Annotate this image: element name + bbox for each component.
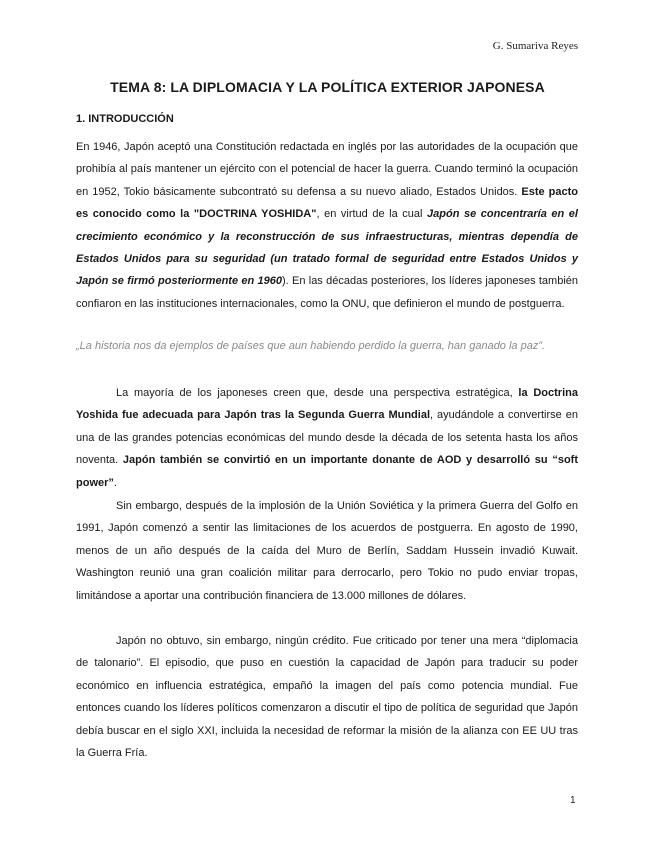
p1-bold-italic-japon: Japón se concentraría en el crecimiento económico y la reconstrucción de sus infraestructuras, mientras dependía de Estados Unidos para su seguridad (un tratado formal de seguridad entre Estados Unidos y Japón se firmó posteriormente en 1960 xyxy=(76,208,578,288)
header-author: G. Sumariva Reyes xyxy=(492,40,578,52)
section-heading: 1. INTRODUCCIÓN xyxy=(76,113,174,125)
p2-text-2: , ayudándole a convertirse en una de las grandes potencias económicas del mundo desde la década de los setenta hasta los años noventa. xyxy=(76,409,578,467)
paragraph-talonario: Japón no obtuvo, sin embargo, ningún crédito. Fue criticado por tener una mera “diplomacia de talonario”. El episodio, que puso en cuestión la capacidad de Japón para traducir su poder económico en influencia estratégica, empañó la imagen del país como potencia mundial. Fue entonces cuando los líderes políticos comenzaron a discutir el tipo de política de seguridad que Japón debía buscar en el siglo XXI, incluida la necesidad de reformar la misión de la alianza con EE UU tras la Guerra Fría. xyxy=(76,635,578,760)
p2-bold-2: Japón también se convirtió en un importante donante de AOD y desarrolló su “soft power” xyxy=(76,454,578,489)
p1-bold-doctrina: Este pacto es conocido como la "DOCTRINA YOSHIDA" xyxy=(76,185,578,221)
p1-text-1: En 1946, Japón aceptó una Constitución redactada en inglés por las autoridades de la ocupación que prohibía al país mantener un ejército con el potencial de hacer la guerra. Cuando terminó la ocupación en 1952, Tokio básicamente subcontrató su defensa a su nuevo aliado, Estados Unidos. xyxy=(76,141,578,198)
paragraph-introduction xyxy=(76,136,578,315)
p2-text-3: . xyxy=(113,476,117,489)
p2-text-1: La mayoría de los japoneses creen que, desde una perspectiva estratégica, xyxy=(116,387,519,399)
paragraph-golfo: Sin embargo, después de la implosión de la Unión Soviética y la primera Guerra del Golfo en 1991, Japón comenzó a sentir las limitaciones de los acuerdos de postguerra. En agosto de 1990, menos de un año después de la caída del Muro de Berlín, Saddam Hussein invadió Kuwait. Washington reunió una gran coalición militar para derrocarlo, pero Tokio no pudo enviar tropas, limitándose a aportar una contribución financiera de 13.000 millones de dólares. xyxy=(76,500,578,602)
quote-paragraph: „La historia nos da ejemplos de países que aun habiendo perdido la guerra, han ganado la paz”. xyxy=(76,340,546,352)
paragraph-yoshida xyxy=(76,382,578,494)
page-title: TEMA 8: LA DIPLOMACIA Y LA POLÍTICA EXTERIOR JAPONESA xyxy=(110,79,545,95)
p1-text-3: ). En las décadas posteriores, los líderes japoneses también confiaron en las instituciones internacionales, como la ONU, que definieron el mundo de postguerra. xyxy=(76,275,578,310)
page-number: 1 xyxy=(570,795,576,806)
p2-bold-1: la Doctrina Yoshida fue adecuada para Japón tras la Segunda Guerra Mundial xyxy=(76,387,578,422)
p1-text-2: , en virtud de la cual xyxy=(316,208,428,221)
